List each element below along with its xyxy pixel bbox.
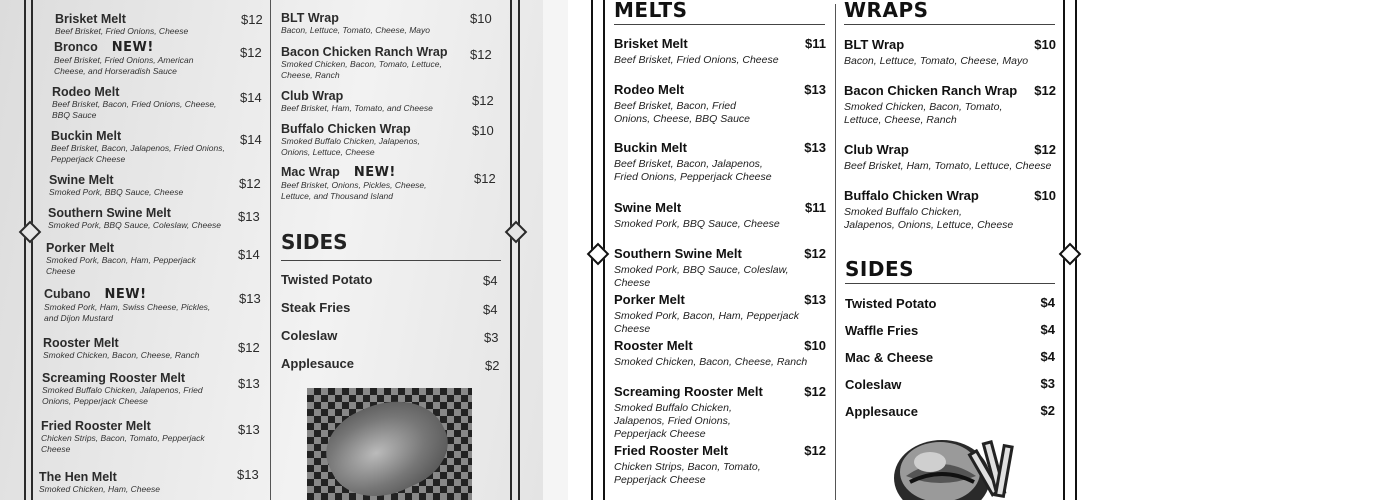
item-description: Beef Brisket, Bacon, Fried Onions, Cheese, BBQ Sauce bbox=[614, 100, 750, 125]
photo-side-price: $2 bbox=[485, 358, 500, 373]
item-name: Rodeo Melt bbox=[52, 85, 120, 99]
side-name: Mac & Cheese bbox=[845, 350, 934, 365]
item-name: Brisket Melt bbox=[55, 12, 126, 26]
item-name: Swine Melt bbox=[614, 200, 682, 215]
side-price: $3 bbox=[1040, 376, 1055, 391]
photo-sides-title: SIDES bbox=[281, 230, 348, 254]
image-gap bbox=[543, 0, 568, 500]
menu-item bbox=[614, 140, 826, 184]
item-description: Smoked Chicken, Ham, Cheese bbox=[39, 484, 160, 494]
item-name: Porker Melt bbox=[46, 241, 115, 255]
photo-wrap-item bbox=[281, 165, 496, 202]
item-description: Smoked Pork, Bacon, Ham, Pepperjack Cheese bbox=[614, 310, 800, 335]
item-price: $11 bbox=[805, 200, 826, 215]
item-name: Rooster Melt bbox=[43, 336, 119, 350]
item-price: $13 bbox=[804, 140, 826, 155]
side-item bbox=[845, 376, 1055, 394]
photo-melt-item bbox=[39, 467, 259, 495]
item-price: $12 bbox=[804, 384, 826, 399]
menu-item bbox=[614, 36, 826, 67]
photo-melt-item bbox=[55, 12, 265, 37]
item-price: $12 bbox=[1034, 83, 1056, 98]
menu-item bbox=[614, 292, 826, 336]
photo-melt-item bbox=[52, 85, 262, 121]
item-name: Rodeo Melt bbox=[614, 82, 685, 97]
item-price: $12 bbox=[470, 47, 492, 62]
wraps-title: WRAPS bbox=[844, 0, 929, 22]
item-price: $13 bbox=[239, 291, 261, 306]
photo-side-name: Twisted Potato bbox=[281, 272, 373, 287]
photo-melt-item bbox=[54, 40, 264, 77]
side-price: $2 bbox=[1040, 403, 1055, 418]
item-price: $12 bbox=[1034, 142, 1056, 157]
item-description: Smoked Pork, BBQ Sauce, Coleslaw, Cheese bbox=[48, 220, 221, 230]
photo-melt-item bbox=[43, 336, 260, 361]
item-name: The Hen Melt bbox=[39, 470, 117, 484]
item-price: $12 bbox=[239, 176, 261, 191]
item-price: $14 bbox=[238, 247, 260, 262]
item-name: Buffalo Chicken Wrap bbox=[844, 188, 979, 203]
item-name: BLT Wrap bbox=[844, 37, 905, 52]
item-description: Smoked Pork, BBQ Sauce, Coleslaw, Cheese bbox=[614, 264, 789, 289]
item-name: Screaming Rooster Melt bbox=[42, 371, 186, 385]
item-price: $10 bbox=[1034, 188, 1056, 203]
item-description: Beef Brisket, Ham, Tomato, and Cheese bbox=[281, 103, 433, 113]
item-name: Bacon Chicken Ranch Wrap bbox=[281, 45, 448, 59]
photo-side-name: Applesauce bbox=[281, 356, 354, 371]
item-price: $14 bbox=[240, 90, 262, 105]
photo-melt-item bbox=[49, 173, 261, 198]
photo-diamond-left bbox=[19, 221, 42, 244]
side-name: Twisted Potato bbox=[845, 296, 937, 311]
item-description: Beef Brisket, Onions, Pickles, Cheese, Lettuce, and Thousand Island bbox=[281, 180, 427, 201]
item-name: Club Wrap bbox=[281, 89, 344, 103]
item-description: Smoked Chicken, Bacon, Cheese, Ranch bbox=[43, 350, 200, 360]
item-description: Smoked Pork, BBQ Sauce, Cheese bbox=[49, 187, 184, 197]
melts-title: MELTS bbox=[614, 0, 688, 22]
item-description: Beef Brisket, Bacon, Fried Onions, Cheese, BBQ Sauce bbox=[52, 99, 217, 120]
photo-border-left-outer bbox=[24, 0, 26, 500]
menu-item bbox=[614, 384, 826, 441]
item-price: $13 bbox=[238, 209, 260, 224]
new-badge: NEW! bbox=[104, 287, 147, 302]
item-name: Brisket Melt bbox=[614, 36, 688, 51]
photo-wrap-item bbox=[281, 89, 494, 114]
item-price: $10 bbox=[470, 11, 492, 26]
menu-item bbox=[614, 82, 826, 126]
side-name: Applesauce bbox=[845, 404, 918, 419]
side-item bbox=[845, 403, 1055, 421]
item-price: $11 bbox=[805, 36, 826, 51]
photo-border-right-inner bbox=[510, 0, 512, 500]
item-price: $12 bbox=[238, 340, 260, 355]
photo-melt-item bbox=[48, 206, 262, 231]
photo-wrap-item bbox=[281, 122, 494, 158]
column-divider bbox=[835, 4, 836, 500]
item-price: $12 bbox=[804, 246, 826, 261]
item-name: Bacon Chicken Ranch Wrap bbox=[844, 83, 1018, 98]
menu-item bbox=[614, 246, 826, 290]
item-description: Beef Brisket, Bacon, Jalapenos, Fried Onions, Pepperjack Cheese bbox=[614, 158, 772, 183]
item-price: $10 bbox=[1034, 37, 1056, 52]
item-name: BLT Wrap bbox=[281, 11, 339, 25]
photo-melt-item bbox=[51, 129, 261, 165]
side-item bbox=[845, 349, 1055, 367]
menu-item bbox=[844, 83, 1056, 127]
wraps-title-rule bbox=[844, 24, 1055, 25]
photo-border-right-outer bbox=[518, 0, 520, 500]
item-name: Buffalo Chicken Wrap bbox=[281, 122, 411, 136]
item-description: Beef Brisket, Fried Onions, Cheese bbox=[614, 54, 779, 66]
item-name: Screaming Rooster Melt bbox=[614, 384, 763, 399]
photo-melt-item bbox=[44, 287, 261, 324]
item-name: Bronco bbox=[54, 40, 98, 54]
side-item bbox=[845, 295, 1055, 313]
item-name: Swine Melt bbox=[49, 173, 114, 187]
item-price: $13 bbox=[238, 376, 260, 391]
photo-side-price: $3 bbox=[484, 330, 499, 345]
item-description: Smoked Buffalo Chicken, Jalapenos, Onions, Lettuce, Cheese bbox=[281, 136, 420, 157]
item-name: Rooster Melt bbox=[614, 338, 693, 353]
item-description: Chicken Strips, Bacon, Tomato, Pepperjack Cheese bbox=[41, 433, 205, 454]
item-name: Fried Rooster Melt bbox=[614, 443, 729, 458]
item-description: Chicken Strips, Bacon, Tomato, Pepperjack Cheese bbox=[614, 461, 761, 486]
item-description: Smoked Chicken, Bacon, Tomato, Lettuce, Cheese, Ranch bbox=[281, 59, 442, 80]
photo-side-price: $4 bbox=[483, 273, 498, 288]
photo-diamond-right bbox=[505, 221, 528, 244]
photo-melt-item bbox=[42, 371, 258, 407]
burger-illustration bbox=[880, 432, 1025, 500]
sides-title-rule bbox=[845, 283, 1055, 284]
menu-item bbox=[614, 443, 826, 487]
item-price: $12 bbox=[474, 171, 496, 186]
item-description: Bacon, Lettuce, Tomato, Cheese, Mayo bbox=[844, 55, 1029, 67]
item-description: Smoked Buffalo Chicken, Jalapenos, Fried Onions, Pepperjack Cheese bbox=[614, 402, 732, 440]
item-name: Fried Rooster Melt bbox=[41, 419, 151, 433]
item-price: $12 bbox=[240, 45, 262, 60]
photo-wrap-item bbox=[281, 45, 491, 81]
item-name: Buckin Melt bbox=[614, 140, 687, 155]
item-description: Smoked Chicken, Bacon, Tomato, Lettuce, Cheese, Ranch bbox=[844, 101, 1003, 126]
new-badge: NEW! bbox=[353, 165, 396, 180]
item-name: Porker Melt bbox=[614, 292, 685, 307]
item-name: Mac Wrap bbox=[281, 165, 340, 179]
item-price: $12 bbox=[804, 443, 826, 458]
melts-title-rule bbox=[614, 24, 825, 25]
item-price: $13 bbox=[804, 82, 826, 97]
photo-side-name: Steak Fries bbox=[281, 300, 351, 315]
menu-item bbox=[844, 37, 1056, 68]
item-description: Beef Brisket, Fried Onions, Cheese bbox=[55, 26, 189, 36]
item-price: $10 bbox=[804, 338, 826, 353]
old-menu-photo bbox=[0, 0, 543, 500]
side-price: $4 bbox=[1040, 295, 1055, 310]
side-price: $4 bbox=[1040, 322, 1055, 337]
item-price: $13 bbox=[237, 467, 259, 482]
item-description: Beef Brisket, Ham, Tomato, Lettuce, Cheese bbox=[844, 160, 1052, 172]
item-description: Beef Brisket, Fried Onions, American Cheese, and Horseradish Sauce bbox=[54, 55, 194, 76]
item-price: $12 bbox=[472, 93, 494, 108]
item-price: $10 bbox=[472, 123, 494, 138]
item-description: Bacon, Lettuce, Tomato, Cheese, Mayo bbox=[281, 25, 430, 35]
photo-wrap-item bbox=[281, 11, 491, 36]
sides-title: SIDES bbox=[845, 257, 915, 281]
side-name: Coleslaw bbox=[845, 377, 902, 392]
item-description: Smoked Pork, Ham, Swiss Cheese, Pickles, and Dijon Mustard bbox=[44, 302, 211, 323]
menu-item bbox=[844, 188, 1056, 232]
item-name: Southern Swine Melt bbox=[614, 246, 742, 261]
sandwich-photo bbox=[307, 388, 472, 500]
photo-side-name: Coleslaw bbox=[281, 328, 338, 343]
photo-sides-rule bbox=[281, 260, 501, 261]
item-price: $13 bbox=[238, 422, 260, 437]
item-name: Buckin Melt bbox=[51, 129, 122, 143]
photo-side-price: $4 bbox=[483, 302, 498, 317]
photo-border-left-inner bbox=[31, 0, 33, 500]
item-description: Beef Brisket, Bacon, Jalapenos, Fried Onions, Pepperjack Cheese bbox=[51, 143, 225, 164]
item-description: Smoked Pork, Bacon, Ham, Pepperjack Cheese bbox=[46, 255, 196, 276]
menu-item bbox=[614, 338, 826, 369]
item-name: Club Wrap bbox=[844, 142, 909, 157]
side-item bbox=[845, 322, 1055, 340]
side-price: $4 bbox=[1040, 349, 1055, 364]
menu-item bbox=[614, 200, 826, 231]
photo-melt-item bbox=[46, 241, 260, 277]
item-description: Smoked Buffalo Chicken, Jalapenos, Onions, Lettuce, Cheese bbox=[844, 206, 1014, 231]
item-description: Smoked Buffalo Chicken, Jalapenos, Fried Onions, Pepperjack Cheese bbox=[42, 385, 203, 406]
item-name: Southern Swine Melt bbox=[48, 206, 171, 220]
photo-column-divider bbox=[270, 0, 271, 500]
item-description: Smoked Pork, BBQ Sauce, Cheese bbox=[614, 218, 780, 230]
item-price: $14 bbox=[240, 132, 262, 147]
new-badge: NEW! bbox=[111, 40, 154, 55]
item-name: Cubano bbox=[44, 287, 91, 301]
side-name: Waffle Fries bbox=[845, 323, 919, 338]
item-price: $13 bbox=[804, 292, 826, 307]
photo-melt-item bbox=[41, 419, 260, 455]
menu-item bbox=[844, 142, 1056, 173]
item-price: $12 bbox=[241, 12, 263, 27]
item-description: Smoked Chicken, Bacon, Cheese, Ranch bbox=[614, 356, 808, 368]
